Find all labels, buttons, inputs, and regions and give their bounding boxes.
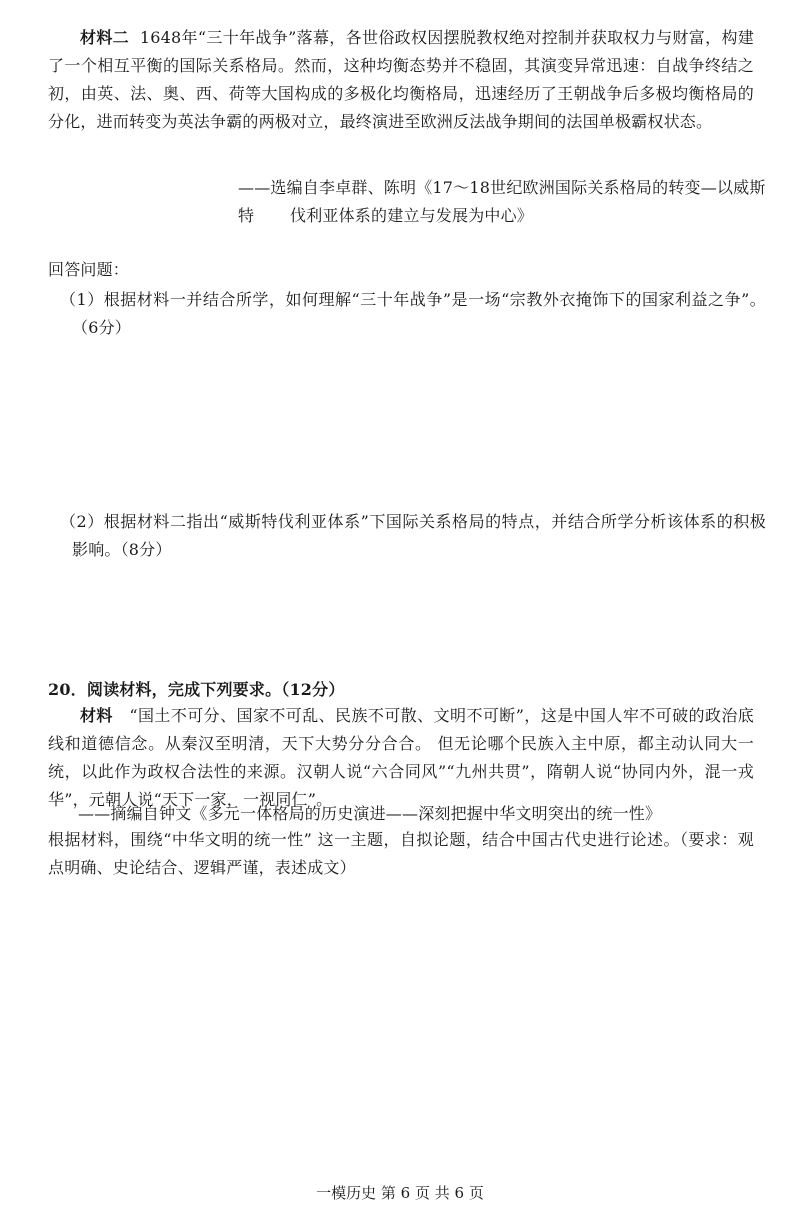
answer-heading: 回答问题： [48,260,130,279]
material2-text: 1648年“三十年战争”落幕，各世俗政权因摆脱教权绝对控制并获取权力与财富，构建了一个相互平衡的国际关系格局。然而，这种均衡态势并不稳固，其演变异常迅速：自战争终结之初，由英、法、奥、西、荷等大国构成的多极化均衡格局，迅速经历了王朝战争后多极均衡格局的分化，进而转变为英法争霸的两极对立，最终演进至欧洲反法战争期间的法国单极霸权状态。 [48,28,754,131]
question-20-heading: 20．阅读材料，完成下列要求。（12分） [48,680,345,699]
question-20-material-text: “国土不可分、国家不可乱、民族不可散、文明不可断”，这是中国人牢不可破的政治底线和道德信念。从秦汉至明清，天下大势分分合合。 但无论哪个民族入主中原，都主动认同大一统，以此作为政权合法性的来源。汉朝人说“六合同风”“九州共贯”，隋朝人说“协同内外，混一戎华”，元朝人说“天下一家，一视同仁”。 [48,706,755,809]
material2-source-line1: ——选编自李卓群、陈明《17～18世纪欧洲国际关系格局的转变—以威斯特 [238,178,766,225]
material2-source-line2: 伐利亚体系的建立与发展为中心》 [290,206,534,225]
question-1: （1）根据材料一并结合所学，如何理解“三十年战争”是一场“宗教外衣掩饰下的国家利益之争”。（6分） [60,290,766,337]
material2-label: 材料二 [80,28,130,47]
question-20-requirement: 根据材料，围绕“中华文明的统一性” 这一主题，自拟论题，结合中国古代史进行论述。（要求：观点明确、史论结合、逻辑严谨，表述成文） [48,830,754,877]
question-2: （2）根据材料二指出“威斯特伐利亚体系”下国际关系格局的特点，并结合所学分析该体系的积极影响。（8分） [60,512,766,559]
question-20-material [48,702,754,814]
question-20-material-label: 材料 [80,706,113,725]
material2-paragraph [48,24,754,136]
question-20-source: ——摘编自钟文《多元一体格局的历史演进——深刻把握中华文明突出的统一性》 [78,804,662,823]
page-footer: 一模历史 第 6 页 共 6 页 [316,1184,484,1202]
